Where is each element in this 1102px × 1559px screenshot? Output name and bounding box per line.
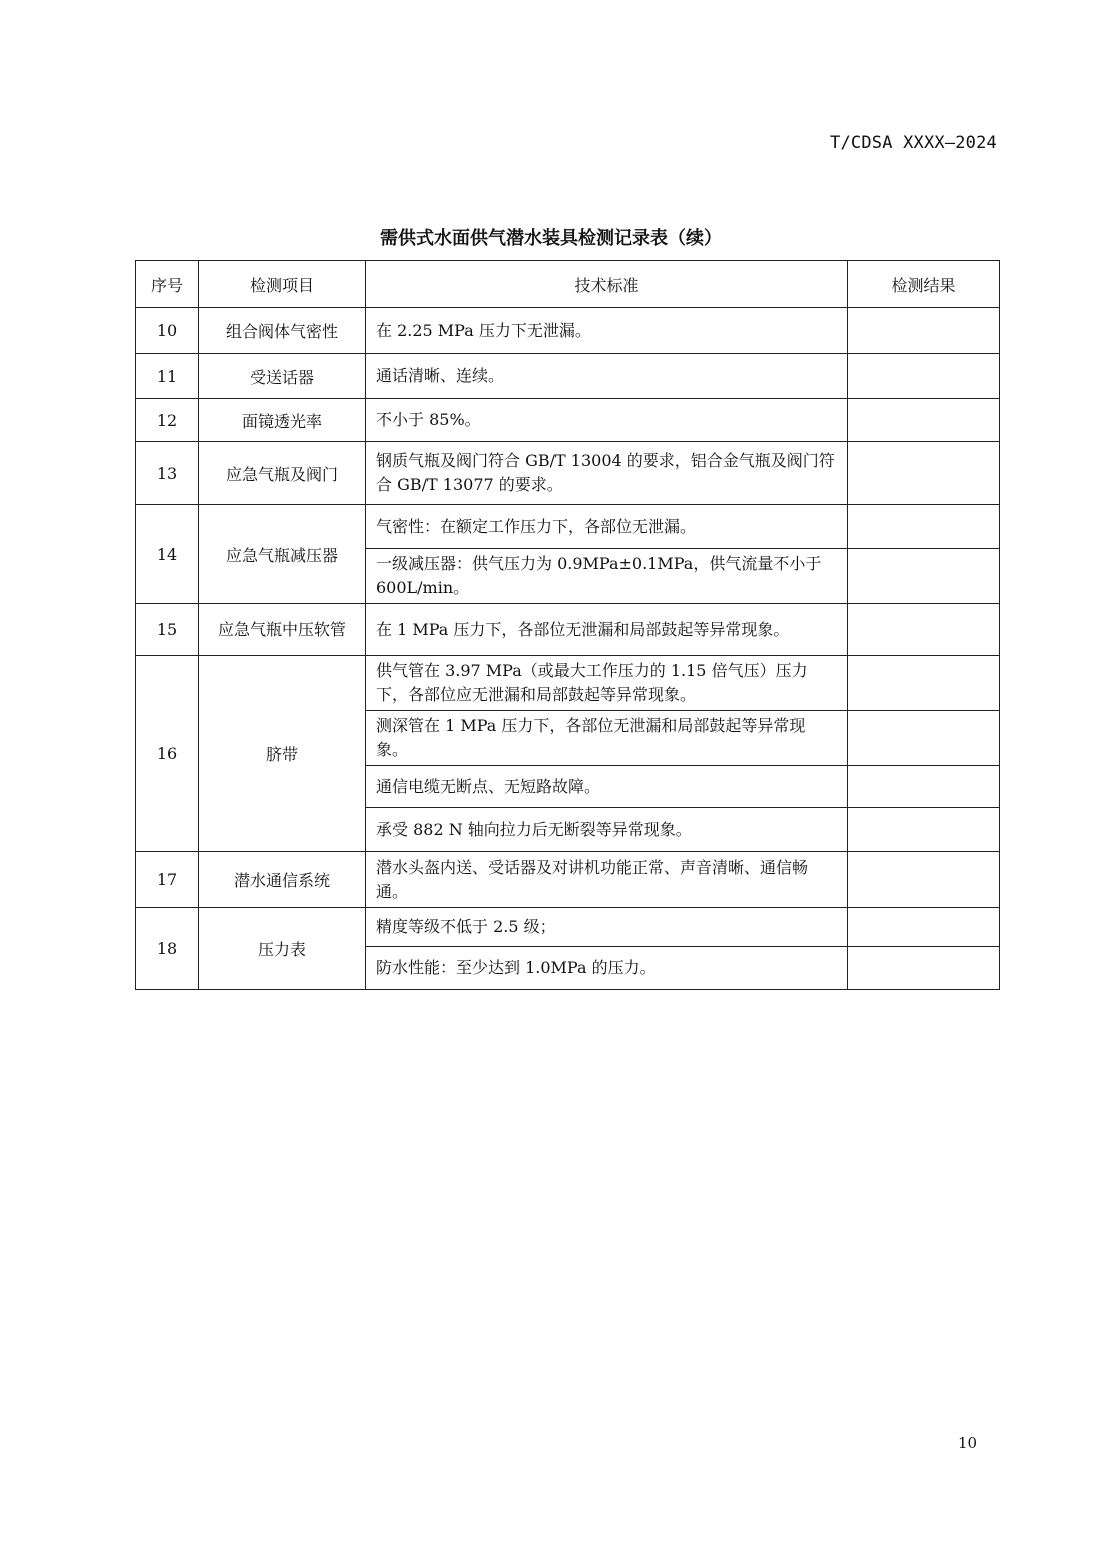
table-row xyxy=(136,442,1000,505)
row-number: 13 xyxy=(136,442,199,505)
row-number: 12 xyxy=(136,399,199,442)
inspection-item: 潜水通信系统 xyxy=(199,852,366,908)
table-title: 需供式水面供气潜水装具检测记录表（续） xyxy=(380,228,722,249)
table-row xyxy=(136,852,1000,908)
technical-standard: 通话清晰、连续。 xyxy=(366,354,848,399)
inspection-item: 压力表 xyxy=(199,908,366,990)
result-cell[interactable] xyxy=(848,656,1000,711)
row-number: 14 xyxy=(136,505,199,604)
table-row xyxy=(136,656,1000,711)
technical-standard: 在 1 MPa 压力下，各部位无泄漏和局部鼓起等异常现象。 xyxy=(366,604,848,656)
technical-standard: 测深管在 1 MPa 压力下，各部位无泄漏和局部鼓起等异常现象。 xyxy=(366,711,848,766)
header-inspection-item: 检测项目 xyxy=(199,261,366,308)
technical-standard: 防水性能：至少达到 1.0MPa 的压力。 xyxy=(366,947,848,990)
technical-standard: 潜水头盔内送、受话器及对讲机功能正常、声音清晰、通信畅通。 xyxy=(366,852,848,908)
page-number: 10 xyxy=(958,1434,978,1452)
result-cell[interactable] xyxy=(848,549,1000,604)
technical-standard: 承受 882 N 轴向拉力后无断裂等异常现象。 xyxy=(366,808,848,852)
technical-standard: 不小于 85%。 xyxy=(366,399,848,442)
inspection-item: 应急气瓶减压器 xyxy=(199,505,366,604)
result-cell[interactable] xyxy=(848,766,1000,808)
result-cell[interactable] xyxy=(848,399,1000,442)
inspection-item: 组合阀体气密性 xyxy=(199,308,366,354)
technical-standard: 供气管在 3.97 MPa（或最大工作压力的 1.15 倍气压）压力下，各部位应无泄漏和局部鼓起等异常现象。 xyxy=(366,656,848,711)
row-number: 18 xyxy=(136,908,199,990)
row-number: 15 xyxy=(136,604,199,656)
result-cell[interactable] xyxy=(848,308,1000,354)
inspection-item: 受送话器 xyxy=(199,354,366,399)
result-cell[interactable] xyxy=(848,908,1000,947)
technical-standard: 通信电缆无断点、无短路故障。 xyxy=(366,766,848,808)
result-cell[interactable] xyxy=(848,711,1000,766)
document-code: T/CDSA XXXX—2024 xyxy=(830,133,997,153)
header-inspection-result: 检测结果 xyxy=(848,261,1000,308)
table-row xyxy=(136,354,1000,399)
technical-standard: 精度等级不低于 2.5 级； xyxy=(366,908,848,947)
inspection-item: 应急气瓶中压软管 xyxy=(199,604,366,656)
table-header-row xyxy=(136,261,1000,308)
result-cell[interactable] xyxy=(848,442,1000,505)
header-serial-number: 序号 xyxy=(136,261,199,308)
table-row xyxy=(136,505,1000,549)
table-row xyxy=(136,308,1000,354)
row-number: 11 xyxy=(136,354,199,399)
result-cell[interactable] xyxy=(848,604,1000,656)
result-cell[interactable] xyxy=(848,852,1000,908)
table-row xyxy=(136,604,1000,656)
result-cell[interactable] xyxy=(848,808,1000,852)
row-number: 17 xyxy=(136,852,199,908)
inspection-record-table xyxy=(135,260,1000,990)
header-technical-standard: 技术标准 xyxy=(366,261,848,308)
technical-standard: 钢质气瓶及阀门符合 GB/T 13004 的要求，铝合金气瓶及阀门符合 GB/T 13077 的要求。 xyxy=(366,442,848,505)
result-cell[interactable] xyxy=(848,505,1000,549)
table-row xyxy=(136,908,1000,947)
row-number: 10 xyxy=(136,308,199,354)
inspection-item: 脐带 xyxy=(199,656,366,852)
technical-standard: 气密性：在额定工作压力下，各部位无泄漏。 xyxy=(366,505,848,549)
technical-standard: 一级减压器：供气压力为 0.9MPa±0.1MPa，供气流量不小于 600L/min。 xyxy=(366,549,848,604)
table-row xyxy=(136,399,1000,442)
inspection-item: 应急气瓶及阀门 xyxy=(199,442,366,505)
technical-standard: 在 2.25 MPa 压力下无泄漏。 xyxy=(366,308,848,354)
inspection-item: 面镜透光率 xyxy=(199,399,366,442)
result-cell[interactable] xyxy=(848,947,1000,990)
result-cell[interactable] xyxy=(848,354,1000,399)
row-number: 16 xyxy=(136,656,199,852)
